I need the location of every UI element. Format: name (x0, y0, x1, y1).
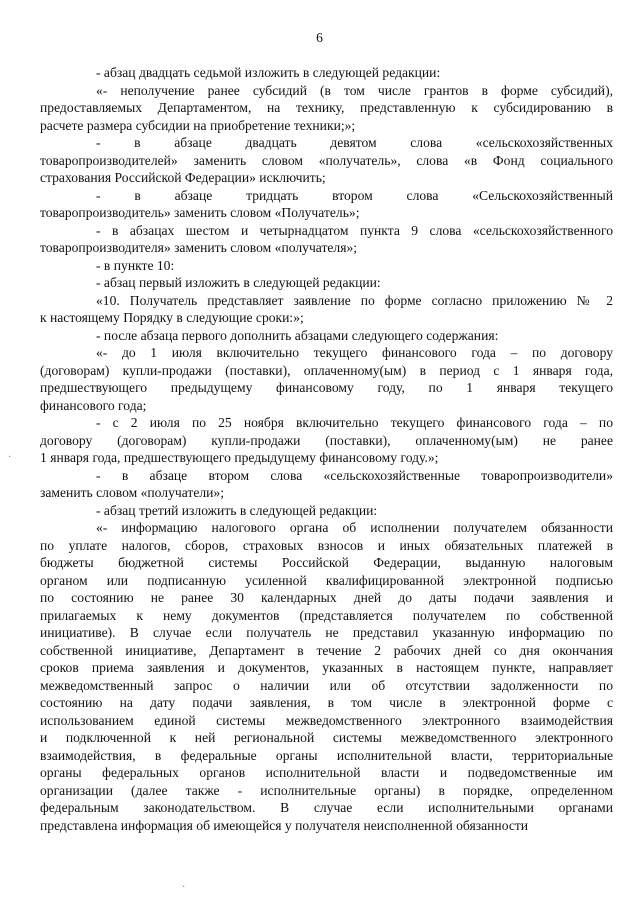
page-number: 6 (316, 30, 323, 45)
text-line: представлена информация об имеющейся у получателя неисполненной обязанности (40, 817, 529, 833)
text-line: взаимодействия, в федеральные органы исполнительной власти, территориальные (40, 747, 613, 763)
paragraph (96, 327, 613, 345)
text-line: состоянию на дату подачи заявления, в том числе в электронной форме с (40, 695, 613, 710)
paragraph (40, 344, 613, 414)
text-line: - абзац третий изложить в следующей редакции: (96, 502, 378, 518)
text-line: товаропроизводителя» заменить словом «получателя»; (40, 240, 358, 255)
text-line: «10. Получатель представляет заявление по форме согласно приложению № 2 (96, 292, 613, 308)
text-line: использованием единой системы межведомственного электронного взаимодействия (40, 712, 613, 728)
text-line: по состоянию не ранее 30 календарных дней до даты подачи заявления и (40, 590, 613, 605)
paragraph (40, 134, 613, 187)
paragraph (40, 519, 613, 834)
document-body (40, 64, 613, 834)
paragraph (96, 274, 613, 292)
margin-dot: · (8, 452, 12, 463)
text-line: 1 января года, предшествующего предыдущему финансовому году.»; (40, 450, 439, 465)
text-line: - в абзацах шестом и четырнадцатом пункта 9 слова «сельскохозяйственного (96, 222, 613, 238)
text-line: (договорам) купли-продажи (поставки), оплаченному(ым) в период с 1 января года, (40, 362, 613, 378)
text-line: договору (договорам) купли-продажи (поставки), оплаченному(ым) не ранее (40, 432, 613, 448)
text-line: организации (далее также - исполнительные органы) в порядке, определенном (40, 782, 613, 798)
text-line: предоставляемых Департаментом, на технику, представленную к субсидированию в (40, 100, 613, 115)
text-line: федеральным законодательством. В случае если исполнительными органами (40, 800, 613, 815)
text-line: собственной инициативе, Департамент в течение 2 рабочих дней со дня окончания (40, 642, 613, 658)
text-line: - в абзаце втором слова «сельскохозяйственные товаропроизводители» (96, 467, 613, 483)
text-line: «- до 1 июля включительно текущего финансового года – по договору (96, 345, 613, 360)
paragraph (40, 467, 613, 502)
paragraph (40, 222, 613, 257)
text-line: инициативе). В случае если получатель не представил указанную информацию по (40, 625, 613, 640)
text-line: «- неполучение ранее субсидий (в том числе грантов в форме субсидий), (96, 82, 613, 98)
paragraph (96, 64, 613, 82)
text-line: - в пункте 10: (96, 257, 175, 273)
footer-dot: · (182, 882, 186, 893)
text-line: межведомственный запрос о наличии или об отсутствии задолженности по (40, 677, 613, 693)
paragraph (96, 502, 613, 520)
text-line: - после абзаца первого дополнить абзацами следующего содержания: (96, 327, 499, 343)
text-line: к настоящему Порядку в следующие сроки:»; (40, 310, 304, 325)
text-line: - в абзаце двадцать девятом слова «сельскохозяйственных (96, 135, 613, 150)
paragraph (96, 257, 613, 275)
paragraph (40, 187, 613, 222)
text-line: - с 2 июля по 25 ноября включительно текущего финансового года – по (96, 415, 613, 430)
text-line: товаропроизводитель» заменить словом «Получатель»; (40, 205, 360, 220)
text-line: - абзац первый изложить в следующей редакции: (96, 275, 381, 290)
text-line: заменить словом «получатели»; (40, 485, 224, 500)
text-line: сроков приема заявления и документов, указанных в настоящем пункте, направляет (40, 660, 613, 675)
text-line: финансового года; (40, 397, 147, 413)
text-line: товаропроизводителей» заменить словом «получатель», слова «в Фонд социального (40, 152, 613, 168)
text-line: «- информацию налогового органа об исполнении получателем обязанности (96, 520, 613, 535)
text-line: страхования Российской Федерации» исключить; (40, 170, 326, 185)
paragraph (40, 414, 613, 467)
text-line: - в абзаце тридцать втором слова «Сельскохозяйственный (96, 187, 613, 203)
text-line: - абзац двадцать седьмой изложить в следующей редакции: (96, 65, 441, 80)
paragraph (40, 82, 613, 135)
text-line: предшествующего предыдущему финансовому году, по 1 января текущего (40, 380, 613, 395)
text-line: расчете размера субсидии на приобретение техники;»; (40, 117, 356, 133)
text-line: и подключенной к ней региональной системы межведомственного электронного (40, 730, 613, 745)
text-line: органы федеральных органов исполнительной власти и подведомственные им (40, 765, 613, 780)
text-line: прилагаемых к нему документов (представляется получателем по собственной (40, 607, 613, 623)
text-line: органом или подписанную усиленной квалифицированной электронной подписью (40, 572, 613, 588)
text-line: по уплате налогов, сборов, страховых взносов и иных обязательных платежей в (40, 537, 613, 553)
paragraph (40, 292, 613, 327)
text-line: бюджеты бюджетной системы Российской Федерации, выданную налоговым (40, 555, 613, 570)
